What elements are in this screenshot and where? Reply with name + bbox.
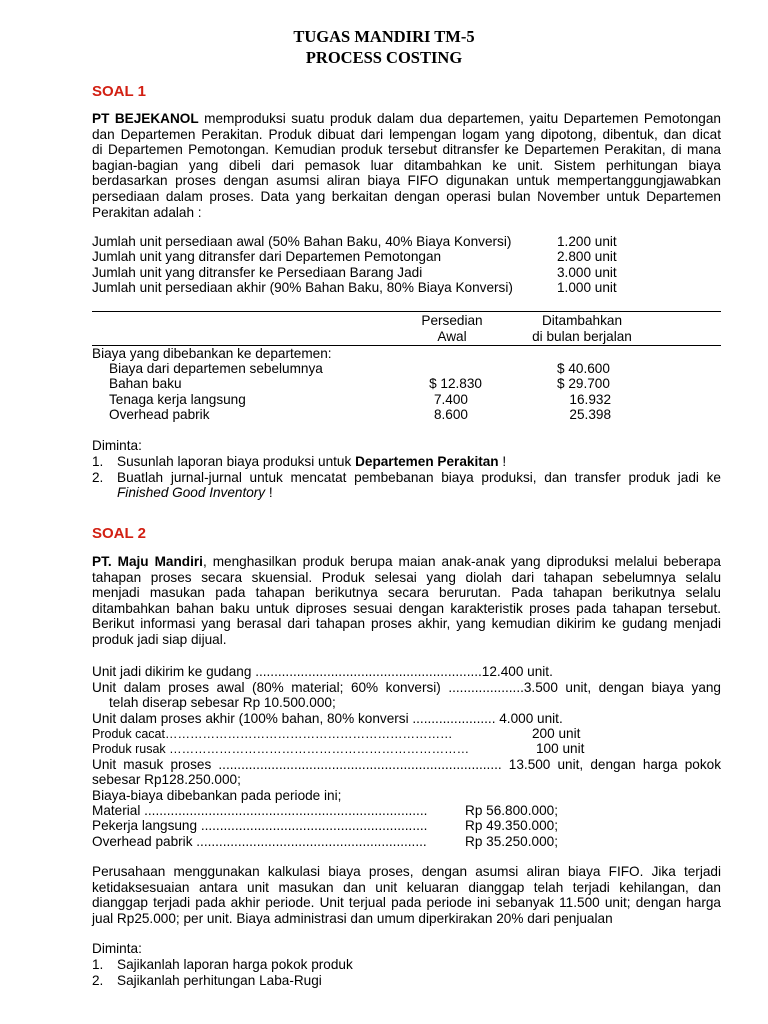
unit-row-label: Jumlah unit yang ditransfer dari Departemen Pemotongan [92, 249, 442, 264]
soal2-produk-cacat: Produk cacat…………………………………………………………… [92, 727, 453, 741]
table-cell-awal: 7.400 [433, 392, 468, 407]
col-header-awal-2: Awal [437, 329, 467, 344]
req-number: 2. [92, 470, 104, 485]
soal2-unit-awal-cont: telah diserap sebesar Rp 10.500.000; [109, 695, 336, 710]
table-cell-tambah: $ 29.700 [557, 376, 610, 391]
table-cell-tambah: 25.398 [569, 407, 611, 422]
cost-row-label: Overhead pabrik ............................................................. [92, 834, 427, 849]
soal2-paragraph: PT. Maju Mandiri, menghasilkan produk berupa maian anak-anak yang diproduksi melalui beberapa tahapan proses secara skuensial. Produk selesai yang diolah dari tahapan sebelumnya selalu menjadi masukan pada tahapan berikutnya secara berurutan. Pada tahapan berikutnya selalu ditambahkan bahan baku untuk diproses sesuai dengan karakteristik proses pada tahapan tersebut. Berikut informasi yang berasal dari tahapan proses akhir, yang kemudian dikirim ke gudang menjadi produk jadi siap dijual. [92, 554, 721, 647]
soal2-produk-rusak: Produk rusak ……………………………………………………………… [92, 742, 470, 756]
soal1-company: PT BEJEKANOL [92, 111, 199, 126]
unit-row-label: Jumlah unit persediaan awal (50% Bahan Baku, 40% Biaya Konversi) [92, 234, 512, 249]
unit-row-value: 1.000 unit [557, 280, 617, 295]
soal1-diminta: Diminta: [92, 438, 142, 453]
unit-row-value: 3.000 unit [557, 265, 617, 280]
soal2-diminta: Diminta: [92, 941, 142, 956]
table-cell-awal: $ 12.830 [429, 376, 482, 391]
req-number: 1. [92, 957, 104, 972]
table-cell-tambah: $ 40.600 [557, 361, 610, 376]
soal2-produk-rusak-value: 100 unit [536, 741, 585, 756]
req-number: 2. [92, 973, 104, 988]
col-header-tambah-1: Ditambahkan [541, 313, 623, 328]
soal2-unit-masuk: Unit masuk proses ........................................................................... 13.500 unit, dengan harga pokok [92, 757, 721, 772]
table-section-label: Biaya yang dibebankan ke departemen: [92, 346, 332, 361]
unit-row-value: 1.200 unit [557, 234, 617, 249]
soal2-unit-jadi: Unit jadi dikirim ke gudang ............................................................12.400 unit. [92, 664, 553, 679]
soal1-heading: SOAL 1 [92, 83, 146, 100]
cost-row-value: Rp 35.250.000; [465, 834, 558, 849]
table-row-label: Overhead pabrik [109, 407, 210, 422]
table-top-rule [92, 311, 721, 312]
soal2-produk-cacat-value: 200 unit [532, 726, 581, 741]
table-cell-awal: 8.600 [433, 407, 468, 422]
col-header-tambah-2: di bulan berjalan [532, 329, 632, 344]
soal2-req1: Sajikanlah laporan harga pokok produk [117, 957, 353, 972]
soal1-req2-line2: Finished Good Inventory ! [117, 485, 273, 500]
soal1-req1: Susunlah laporan biaya produksi untuk Departemen Perakitan ! [117, 454, 507, 469]
soal2-req2: Sajikanlah perhitungan Laba-Rugi [117, 973, 322, 988]
doc-subtitle: PROCESS COSTING [305, 48, 463, 67]
unit-row-label: Jumlah unit persediaan akhir (90% Bahan Baku, 80% Biaya Konversi) [92, 280, 513, 295]
col-header-awal-1: Persedian [421, 313, 483, 328]
unit-row-label: Jumlah unit yang ditransfer ke Persediaan Barang Jadi [92, 265, 423, 280]
cost-row-label: Material ........................................................................... [92, 803, 428, 818]
cost-row-value: Rp 56.800.000; [465, 803, 558, 818]
table-row-label: Bahan baku [109, 376, 182, 391]
soal2-unit-masuk-cont: sebesar Rp128.250.000; [92, 772, 241, 787]
soal2-paragraph-2: Perusahaan menggunakan kalkulasi biaya proses, dengan asumsi aliran biaya FIFO. Jika terjadi ketidaksesuaian antara unit masukan dan unit keluaran dianggap telah terjadi kehilangan, dan dianggap terjadi pada akhir periode. Unit terjual pada periode ini sebanyak 11.500 unit; dengan harga jual Rp25.000; per unit. Biaya administrasi dan umum diperkirakan 20% dari penjualan [92, 864, 721, 926]
soal2-company: PT. Maju Mandiri [92, 554, 203, 569]
soal2-unit-awal: Unit dalam proses awal (80% material; 60% konversi) ....................3.500 unit, dengan biaya yang [92, 680, 721, 695]
cost-row-value: Rp 49.350.000; [465, 818, 558, 833]
soal2-biaya-heading: Biaya-biaya dibebankan pada periode ini; [92, 788, 342, 803]
soal1-paragraph: PT BEJEKANOL memproduksi suatu produk dalam dua departemen, yaitu Departemen Pemotongan dan Departemen Perakitan. Produk dibuat dari lempengan logam yang dipotong, dibentuk, dan dicat di Departemen Pemotongan. Kemudian produk tersebut ditransfer ke Departemen Perakitan, di mana bagian-bagian yang dibeli dari pemasok luar ditambahkan ke unit. Sistem perhitungan biaya berdasarkan proses dengan asumsi aliran biaya FIFO digunakan untuk mempertanggungjawabkan persediaan dalam proses. Data yang berkaitan dengan operasi bulan November untuk Departemen Perakitan adalah : [92, 111, 721, 220]
unit-row-value: 2.800 unit [557, 249, 617, 264]
soal2-unit-akhir: Unit dalam proses akhir (100% bahan, 80% konversi ...................... 4.000 unit. [92, 711, 563, 726]
table-cell-tambah: 16.932 [569, 392, 611, 407]
cost-row-label: Pekerja langsung ............................................................ [92, 818, 428, 833]
table-row-label: Tenaga kerja langsung [109, 392, 246, 407]
soal1-req2-line1: Buatlah jurnal-jurnal untuk mencatat pembebanan biaya produksi, dan transfer produk jadi ke [117, 470, 721, 485]
table-row-label: Biaya dari departemen sebelumnya [109, 361, 323, 376]
doc-title: TUGAS MANDIRI TM-5 [293, 27, 475, 46]
req-number: 1. [92, 454, 104, 469]
soal2-heading: SOAL 2 [92, 525, 146, 542]
